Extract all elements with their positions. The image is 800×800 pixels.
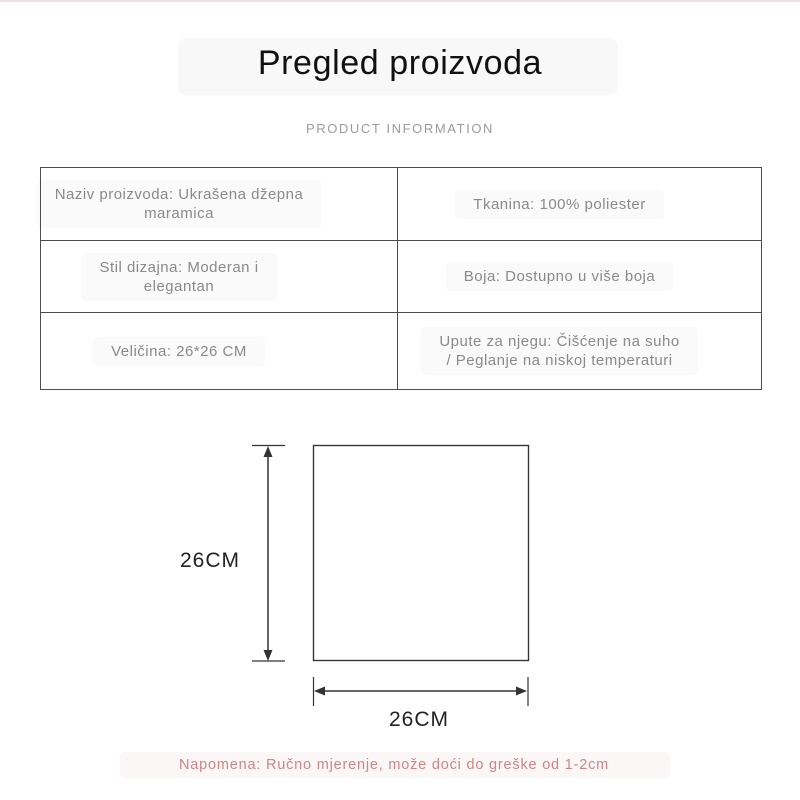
spec-cell-design-style: [41, 241, 398, 313]
spec-text: [446, 262, 673, 291]
arrowhead-up-icon: [264, 446, 273, 457]
spec-cell-care-instructions: [398, 313, 761, 389]
arrowhead-left-icon: [314, 687, 325, 696]
spec-line: Boja: Dostupno u više boja: [463, 268, 656, 285]
spec-cell-color: [398, 241, 761, 313]
spec-line: Upute za njegu: Čišćenje na suho: [439, 333, 680, 350]
spec-text: [421, 327, 697, 375]
width-dimension-label: 26CM: [388, 708, 450, 731]
spec-line: elegantan: [143, 277, 215, 295]
height-dimension-label: 26CM: [179, 549, 241, 572]
top-divider: [0, 0, 800, 2]
spec-line: Naziv proizvoda: Ukrašena džepna: [54, 186, 304, 203]
arrowhead-down-icon: [264, 650, 273, 661]
spec-line: Tkanina: 100% poliester: [473, 195, 646, 213]
square-outline: [314, 446, 529, 661]
spec-cell-product-name: [41, 168, 398, 241]
spec-line: Stil dizajna: Moderan i: [99, 258, 259, 276]
spec-line: Veličina: 26*26 CM: [111, 342, 247, 360]
spec-cell-size: [41, 313, 398, 389]
spec-text: [37, 180, 322, 228]
spec-line: maramica: [144, 205, 214, 222]
arrowhead-right-icon: [516, 687, 527, 696]
spec-text: [455, 190, 663, 219]
measurement-note: Napomena: Ručno mjerenje, može doći do greške od 1-2cm: [178, 757, 610, 773]
spec-text: [93, 337, 265, 366]
horizontal-dimension-arrow-icon: [314, 677, 529, 706]
spec-line: / Peglanje na niskoj temperaturi: [446, 352, 673, 369]
vertical-dimension-arrow-icon: [252, 446, 285, 662]
page-subtitle: PRODUCT INFORMATION: [305, 121, 495, 136]
spec-text: [81, 253, 276, 301]
spec-cell-fabric: [398, 168, 761, 241]
handkerchief-square: [314, 446, 529, 661]
size-diagram: [0, 400, 800, 730]
product-spec-table: [40, 167, 762, 390]
page-title: Pregled proizvoda: [257, 44, 543, 82]
